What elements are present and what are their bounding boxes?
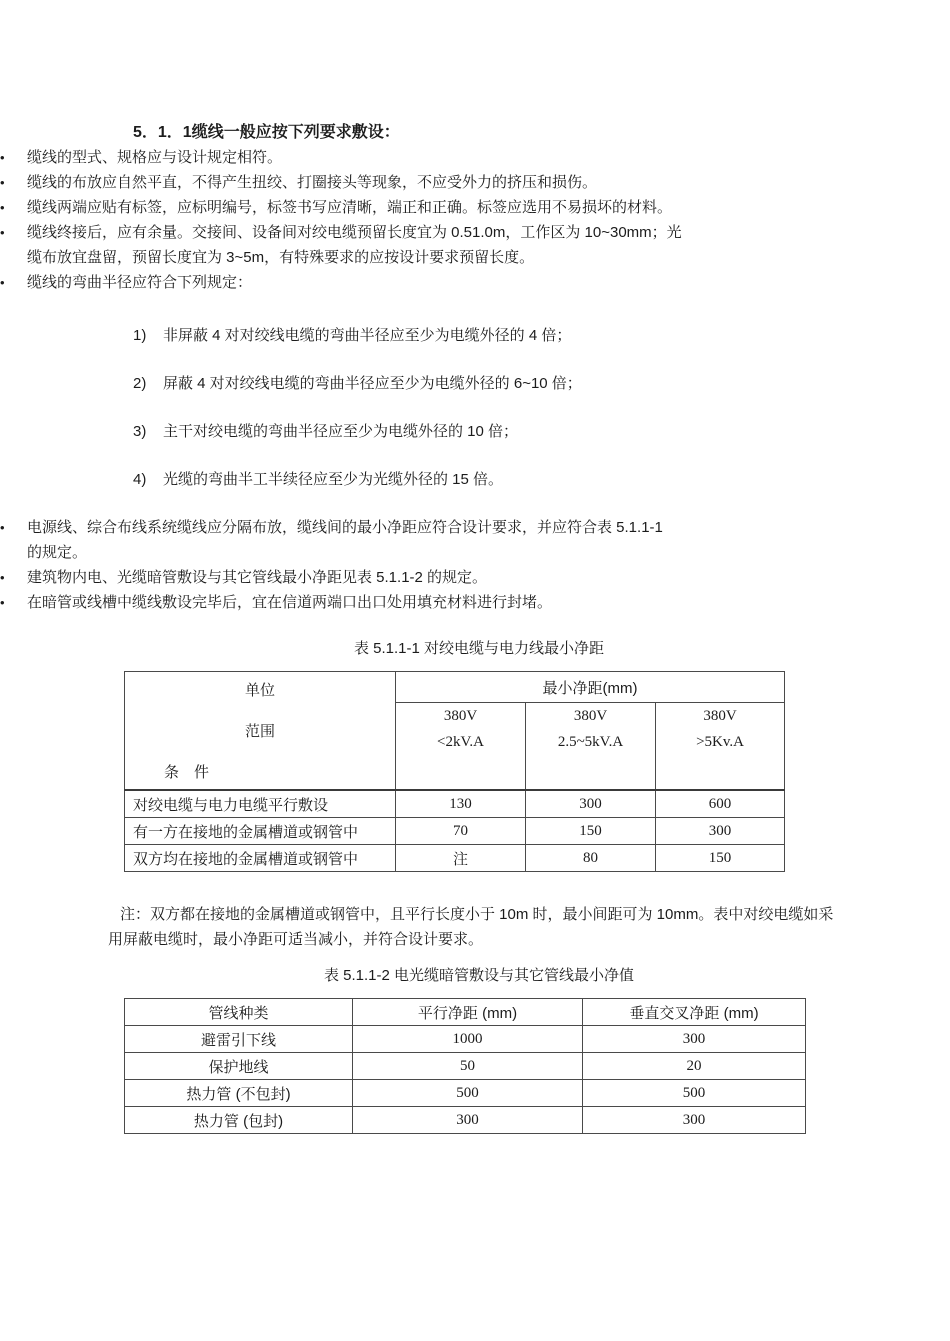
column-header-line1: 380V [703, 708, 737, 724]
list-item [133, 371, 845, 396]
list-item-marker: 3) [133, 423, 147, 440]
list-item [133, 323, 845, 348]
row-label: 热力管 (包封) [125, 1107, 353, 1134]
cell-value: 500 [583, 1080, 806, 1107]
table1-caption: 表 5.1.1-1 对绞电缆与电力线最小净距 [353, 640, 605, 657]
row-label: 热力管 (不包封) [125, 1080, 353, 1107]
list-item-text: 缆线的布放应自然平直，不得产生扭绞、打圈接头等现象，不应受外力的挤压和损伤。 [27, 174, 598, 191]
bullet-icon: • [0, 200, 5, 215]
corner-label-unit: 单位 [244, 682, 275, 699]
cell-value: 300 [353, 1107, 583, 1134]
list-item-text: 建筑物内电、光缆暗管敷设与其它管线最小净距见表 5.1.1-2 的规定。 [27, 569, 488, 586]
list-item-text: 在暗管或线槽中缆线敷设完毕后，宜在信道两端口出口处用填充材料进行封堵。 [27, 594, 553, 611]
list-item-text: 光缆的弯曲半工半续径应至少为光缆外径的 15 倍。 [163, 471, 504, 488]
list-item-marker: 2) [133, 375, 147, 392]
list-item [0, 565, 682, 590]
list-item [0, 515, 682, 565]
table-row [125, 1026, 806, 1053]
table-header-row [125, 999, 806, 1026]
table1-span-header: 最小净距(mm) [396, 672, 785, 703]
list-item-text: 电源线、综合布线系统缆线应分隔布放，缆线间的最小净距应符合设计要求，并应符合表 5.1.1-1 的规定。 [27, 519, 663, 561]
cell-value: 1000 [353, 1026, 583, 1053]
list-item-text: 缆线两端应贴有标签，应标明编号，标签书写应清晰，端正和正确。标签应选用不易损坏的材料。 [27, 199, 673, 216]
list-item [133, 467, 845, 492]
cell-value: 80 [526, 845, 656, 872]
table-header-row [125, 672, 785, 703]
list-item-text: 缆线的弯曲半径应符合下列规定： [27, 274, 253, 291]
spacing-bullet-list [0, 515, 682, 615]
cell-value: 150 [526, 818, 656, 845]
list-item-text: 缆线的型式、规格应与设计规定相符。 [27, 149, 283, 166]
column-header [526, 703, 656, 791]
cell-value: 50 [353, 1053, 583, 1080]
row-label: 避雷引下线 [125, 1026, 353, 1053]
table-row [125, 818, 785, 845]
bullet-icon: • [0, 595, 5, 610]
cell-value: 70 [396, 818, 526, 845]
table1-footnote: 注：双方都在接地的金属槽道或钢管中，且平行长度小于 10m 时，最小间距可为 10mm。表中对绞电缆如采用屏蔽电缆时，最小净距可适当减小，并符合设计要求。 [108, 906, 834, 948]
list-item-text: 非屏蔽 4 对对绞线电缆的弯曲半径应至少为电缆外径的 4 倍； [163, 327, 572, 344]
column-header-line2: <2kV.A [437, 734, 484, 750]
cell-value: 300 [583, 1107, 806, 1134]
cell-value: 300 [583, 1026, 806, 1053]
cell-value: 600 [656, 790, 785, 818]
column-header-line1: 380V [573, 708, 608, 724]
cell-value: 300 [656, 818, 785, 845]
table2-caption: 表 5.1.1-2 电光缆暗管敷设与其它管线最小净值 [323, 967, 635, 984]
list-item [0, 170, 682, 195]
list-item [133, 419, 845, 444]
list-item [0, 590, 682, 615]
column-header: 平行净距 (mm) [353, 999, 583, 1026]
list-item-text: 主干对绞电缆的弯曲半径应至少为电缆外径的 10 倍； [163, 423, 519, 440]
cell-value: 130 [396, 790, 526, 818]
list-item [0, 195, 682, 220]
bullet-icon: • [0, 150, 5, 165]
cell-value: 500 [353, 1080, 583, 1107]
list-item [0, 220, 682, 270]
column-header [396, 703, 526, 791]
table-row [125, 845, 785, 872]
row-label: 保护地线 [125, 1053, 353, 1080]
table1-corner-cell [125, 672, 396, 791]
row-label: 双方均在接地的金属槽道或钢管中 [125, 845, 396, 872]
list-item-text: 缆线终接后，应有余量。交接间、设备间对绞电缆预留长度宜为 0.51.0m，工作区为 10~30mm；光缆布放宜盘留，预留长度宜为 3~5m，有特殊要求的应按设计要求预留长度。 [27, 224, 682, 266]
bullet-icon: • [0, 225, 5, 240]
bullet-icon: • [0, 175, 5, 190]
cell-value: 150 [656, 845, 785, 872]
section-heading: 5．1．1缆线一般应按下列要求敷设： [133, 124, 400, 141]
column-header [656, 703, 785, 791]
row-label: 对绞电缆与电力电缆平行敷设 [125, 790, 396, 818]
column-header-line1: 380V [443, 708, 478, 724]
list-item [0, 145, 682, 170]
table-row [125, 1080, 806, 1107]
column-header-line2: 2.5~5kV.A [557, 734, 624, 750]
bend-radius-numbered-list [133, 323, 845, 492]
bullet-icon: • [0, 520, 5, 535]
table-row [125, 1053, 806, 1080]
table-row [125, 790, 785, 818]
bullet-icon: • [0, 275, 5, 290]
column-header-line2: >5Kv.A [696, 734, 744, 750]
row-label: 有一方在接地的金属槽道或钢管中 [125, 818, 396, 845]
requirements-bullet-list [0, 145, 682, 295]
table-row [125, 1107, 806, 1134]
column-header: 管线种类 [125, 999, 353, 1026]
table-conduit-vs-other-pipelines [124, 998, 806, 1134]
cell-value: 300 [526, 790, 656, 818]
list-item [0, 270, 682, 295]
corner-cell-content [125, 672, 395, 788]
table-twisted-pair-vs-power-line [124, 671, 785, 872]
cell-value: 注 [396, 845, 526, 872]
corner-label-condition: 条 件 [164, 764, 210, 781]
column-header: 垂直交叉净距 (mm) [583, 999, 806, 1026]
bullet-icon: • [0, 570, 5, 585]
list-item-marker: 1) [133, 327, 147, 344]
corner-label-range: 范围 [244, 723, 275, 740]
list-item-marker: 4) [133, 471, 147, 488]
list-item-text: 屏蔽 4 对对绞线电缆的弯曲半径应至少为电缆外径的 6~10 倍； [163, 375, 582, 392]
cell-value: 20 [583, 1053, 806, 1080]
